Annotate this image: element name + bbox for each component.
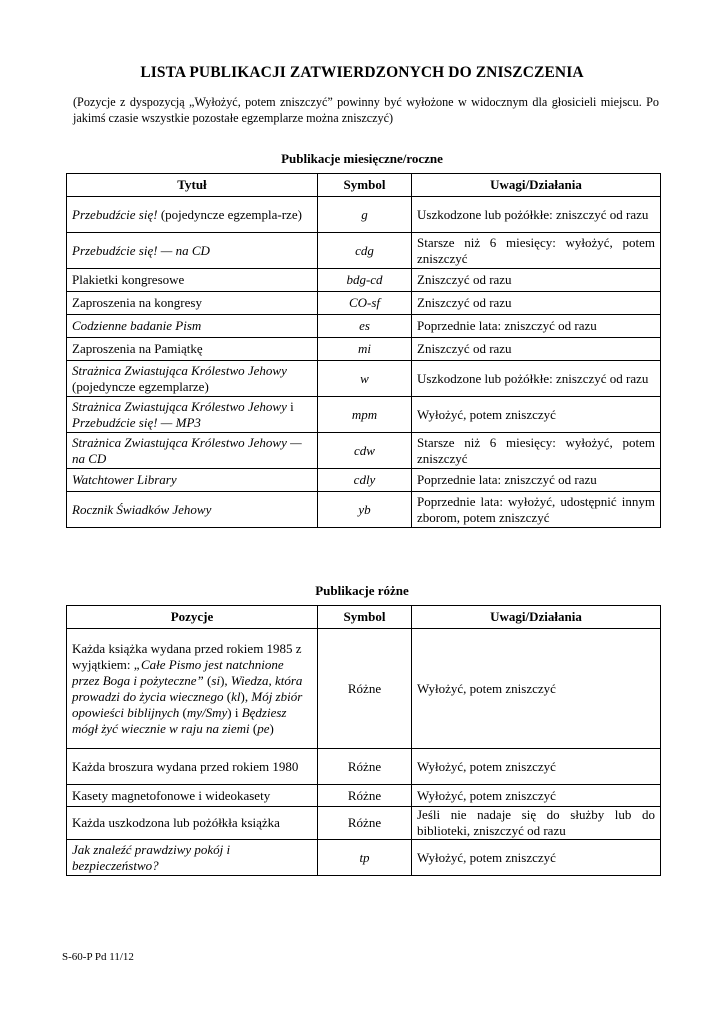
table-row [67,361,661,397]
misc-section-heading: Publikacje różne [315,583,409,598]
publication-title-cell [67,492,318,528]
notes-cell [412,807,661,840]
publication-title-cell [67,338,318,361]
publication-title-cell [67,785,318,807]
notes-text: Wyłożyć, potem zniszczyć [417,680,556,696]
symbol-text: yb [358,501,371,517]
symbol-text: Różne [347,815,382,830]
title-text: Każda uszkodzona lub pożółkła książka [72,815,280,830]
table-row [67,292,661,315]
table-row [67,749,661,785]
column-header-items: Pozycje [67,606,318,629]
title-italic: Codzienne badanie Pism [72,318,202,333]
title-segment: Każda książka wydana przed rokiem 1985 z wyjątkiem: [72,640,302,672]
publication-title-cell [67,807,318,840]
notes-text: Uszkodzone lub pożółkłe: zniszczyć od razu [417,206,649,222]
title-segment: ), [220,672,231,688]
notes-cell [412,629,661,749]
title-italic: Przebudźcie się! — MP3 [72,414,201,430]
title-segment: ( [179,704,187,720]
misc-table [66,605,661,876]
symbol-cell [318,469,412,492]
table-row [67,315,661,338]
title-text: Każda broszura wydana przed rokiem 1980 [72,758,299,774]
table-row [67,269,661,292]
symbol-cell [318,629,412,749]
publication-title-cell [67,469,318,492]
title-segment: my/Smy [186,704,228,720]
table-row [67,397,661,433]
title-segment: ( [203,672,212,688]
title-italic: Strażnica Zwiastująca Królestwo Jehowy [72,398,287,414]
symbol-cell [318,785,412,807]
title-text: Plakietki kongresowe [72,272,185,287]
table-row [67,233,661,269]
form-code-footer: S-60-P Pd 11/12 [62,951,134,963]
notes-text: Wyłożyć, potem zniszczyć [417,849,556,865]
symbol-text: cdg [355,242,374,258]
publication-title-cell [67,629,318,749]
table-row [67,785,661,807]
title-italic: Watchtower Library [72,472,177,487]
notes-text: Poprzednie lata: zniszczyć od razu [417,472,597,487]
title-italic: Strażnica Zwiastująca Królestwo Jehowy [72,362,287,378]
notes-text: Jeśli nie nadaje się do służby lub do biblioteki, zniszczyć od razu [417,807,655,838]
title-italic: Przebudźcie się! [72,206,158,222]
title-segment: Wiedza, która prowadzi do życia wiecznego [72,672,303,704]
publication-title-cell [67,233,318,269]
notes-text: Wyłożyć, potem zniszczyć [417,406,556,422]
page-title: LISTA PUBLIKACJI ZATWIERDZONYCH DO ZNISZCZENIA [140,64,584,81]
symbol-cell [318,292,412,315]
symbol-cell [318,807,412,840]
title-text: Zaproszenia na kongresy [72,295,202,310]
notes-text: Starsze niż 6 miesięcy: wyłożyć, potem zniszczyć [417,434,655,466]
notes-text: Zniszczyć od razu [417,341,512,356]
symbol-text: es [359,318,370,333]
column-header-notes: Uwagi/Działania [412,606,661,629]
title-text: Kasety magnetofonowe i wideokasety [72,787,271,803]
notes-cell [412,749,661,785]
symbol-text: tp [359,849,370,865]
notes-text: Poprzednie lata: wyłożyć, udostępnić innym zborom, potem zniszczyć [417,493,655,525]
notes-cell [412,785,661,807]
publication-title-cell [67,292,318,315]
title-segment: kl [231,688,241,704]
notes-text: Zniszczyć od razu [417,272,512,287]
symbol-cell [318,840,412,876]
table-row [67,433,661,469]
symbol-cell [318,397,412,433]
notes-cell [412,361,661,397]
monthly-table [66,173,661,528]
symbol-cell [318,315,412,338]
column-header-notes: Uwagi/Działania [412,174,661,197]
symbol-cell [318,492,412,528]
symbol-text: bdg-cd [346,272,383,287]
notes-cell [412,315,661,338]
symbol-text: w [360,370,369,386]
table-row [67,629,661,749]
notes-text: Wyłożyć, potem zniszczyć [417,758,556,774]
symbol-text: Różne [347,787,382,803]
title-italic: Rocznik Świadków Jehowy [72,501,212,517]
notes-text: Poprzednie lata: zniszczyć od razu [417,318,597,333]
symbol-text: mpm [351,406,378,422]
title-segment: Będziesz mógł żyć wiecznie w raju na ziemi [72,704,287,736]
title-segment: ( [249,720,258,736]
title-text: Zaproszenia na Pamiątkę [72,341,203,356]
publication-title-cell [67,840,318,876]
table-row [67,840,661,876]
symbol-cell [318,749,412,785]
column-header-symbol: Symbol [318,606,412,629]
title-segment: ( [223,688,232,704]
title-text: (pojedyncze egzempla-rze) [157,206,302,222]
notes-cell [412,269,661,292]
table-header-row [67,606,661,629]
symbol-cell [318,197,412,233]
notes-text: Uszkodzone lub pożółkłe: zniszczyć od razu [417,370,649,386]
publication-title-cell [67,397,318,433]
notes-cell [412,233,661,269]
notes-cell [412,433,661,469]
table-row [67,807,661,840]
title-segment: ), [240,688,252,704]
notes-cell [412,397,661,433]
notes-cell [412,492,661,528]
notes-cell [412,197,661,233]
publication-title-cell [67,433,318,469]
symbol-cell [318,433,412,469]
symbol-text: g [361,206,368,222]
table-header-row [67,174,661,197]
symbol-text: cdw [354,442,375,458]
symbol-text: cdly [353,472,376,487]
publication-title-cell [67,197,318,233]
publication-title-cell [67,361,318,397]
publication-title-cell [67,269,318,292]
symbol-cell [318,269,412,292]
symbol-text: Różne [347,758,382,774]
publication-title-cell [67,749,318,785]
notes-cell [412,292,661,315]
notes-cell [412,469,661,492]
title-text: (pojedyncze egzemplarze) [72,378,209,394]
title-text: i [286,398,294,414]
column-header-title: Tytuł [67,174,318,197]
symbol-text: mi [358,341,371,356]
title-segment: ) i [227,704,242,720]
notes-cell [412,338,661,361]
symbol-cell [318,338,412,361]
notes-text: Wyłożyć, potem zniszczyć [417,787,556,803]
publication-title-cell [67,315,318,338]
title-segment: ) [269,720,274,736]
title-italic: Jak znaleźć prawdziwy pokój i bezpieczeństwo? [72,841,231,873]
title-italic: Przebudźcie się! — na CD [72,242,210,258]
table-row [67,469,661,492]
symbol-cell [318,233,412,269]
symbol-text: Różne [347,680,382,696]
table-row [67,492,661,528]
title-segment: si [211,672,221,688]
symbol-text: CO-sf [348,295,381,310]
table-row [67,338,661,361]
title-italic: Strażnica Zwiastująca Królestwo Jehowy — na CD [72,434,302,466]
title-segment: pe [257,720,270,736]
column-header-symbol: Symbol [318,174,412,197]
monthly-section-heading: Publikacje miesięczne/roczne [281,151,443,166]
notes-cell [412,840,661,876]
symbol-cell [318,361,412,397]
title-segment: „Całe Pismo jest natchnione przez Boga i pożyteczne” [72,656,284,688]
title-segment: Mój zbiór opowieści biblijnych [72,688,303,720]
intro-note: (Pozycje z dyspozycją „Wyłożyć, potem zniszczyć” powinny być wyłożone w widocznym dla głosicieli miejscu. Po jakimś czasie wszystkie pozostałe egzemplarze można zniszczyć) [73,95,659,125]
table-row [67,197,661,233]
notes-text: Zniszczyć od razu [417,295,512,310]
notes-text: Starsze niż 6 miesięcy: wyłożyć, potem zniszczyć [417,234,655,266]
